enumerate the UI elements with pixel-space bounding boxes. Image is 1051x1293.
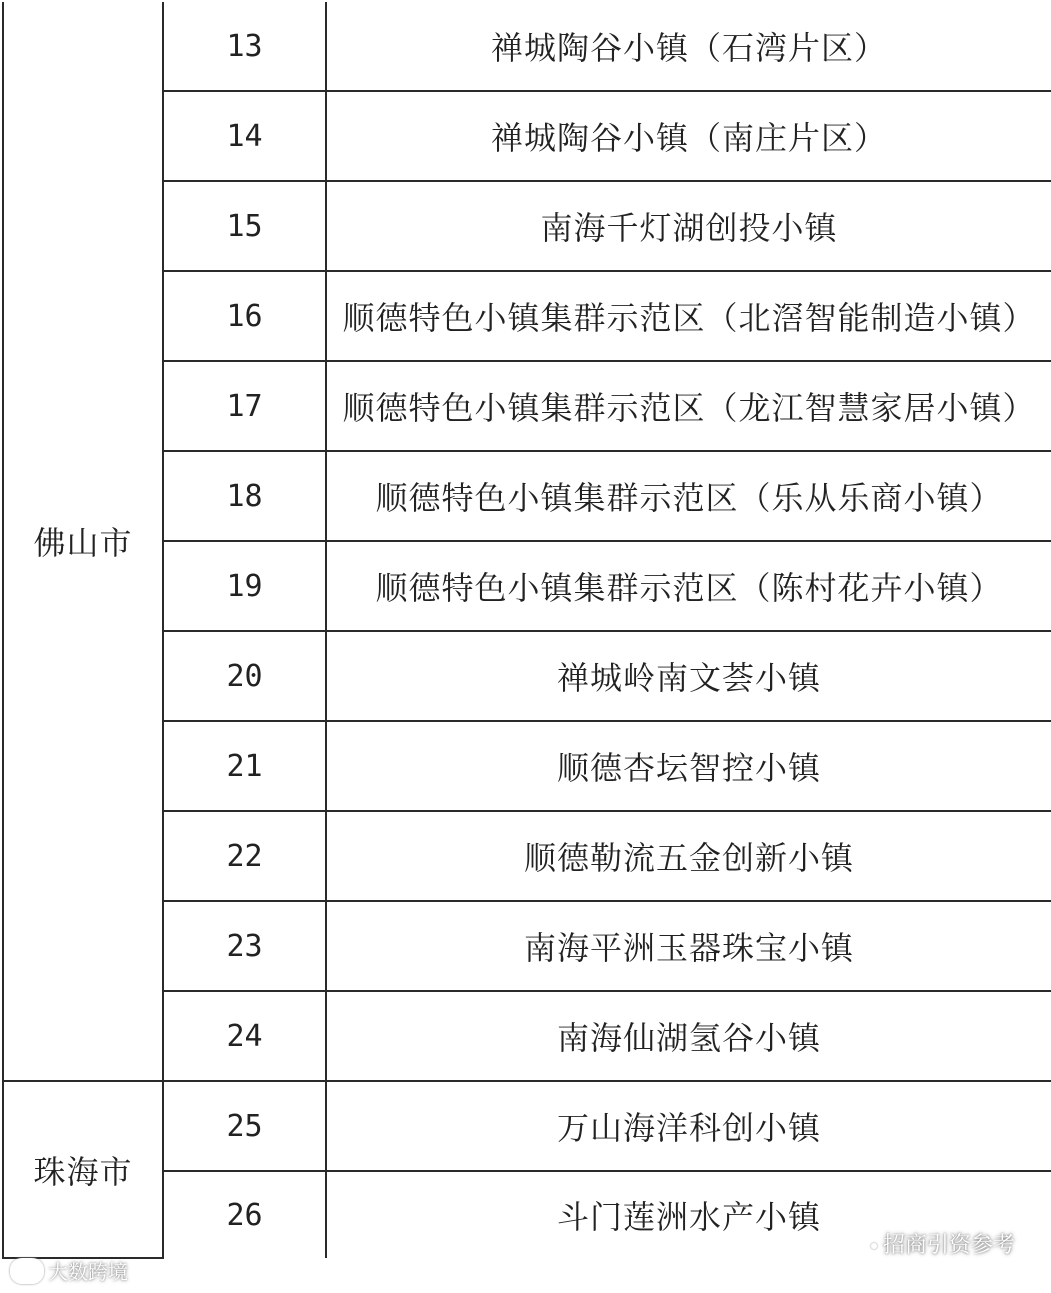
table-row: [3, 1081, 1051, 1171]
town-name-cell: 顺德特色小镇集群示范区（乐从乐商小镇）: [326, 451, 1051, 541]
row-number-cell: 15: [163, 181, 326, 271]
row-number-cell: 16: [163, 271, 326, 361]
row-number-cell: 17: [163, 361, 326, 451]
row-number-cell: 20: [163, 631, 326, 721]
watermark-right: [871, 1228, 1015, 1259]
row-number-cell: 13: [163, 2, 326, 91]
watermark-logo-icon: [10, 1258, 44, 1284]
town-name-cell: 顺德特色小镇集群示范区（北滘智能制造小镇）: [326, 271, 1051, 361]
watermark-left: [10, 1256, 128, 1285]
row-number-cell: 26: [163, 1171, 326, 1258]
row-number-cell: 21: [163, 721, 326, 811]
town-name-cell: 禅城陶谷小镇（南庄片区）: [326, 91, 1051, 181]
town-name-cell: 顺德杏坛智控小镇: [326, 721, 1051, 811]
town-name-cell: 顺德特色小镇集群示范区（龙江智慧家居小镇）: [326, 361, 1051, 451]
town-name-cell: 禅城陶谷小镇（石湾片区）: [326, 2, 1051, 91]
town-name-cell: 南海千灯湖创投小镇: [326, 181, 1051, 271]
city-cell: 佛山市: [3, 2, 163, 1081]
row-number-cell: 18: [163, 451, 326, 541]
towns-table: [2, 2, 1051, 1259]
town-name-cell: 顺德勒流五金创新小镇: [326, 811, 1051, 901]
town-name-cell: 南海平洲玉器珠宝小镇: [326, 901, 1051, 991]
watermark-dot-icon: [871, 1243, 877, 1249]
city-cell: 珠海市: [3, 1081, 163, 1258]
row-number-cell: 22: [163, 811, 326, 901]
watermark-left-text: 大数跨境: [48, 1260, 128, 1284]
town-name-cell: 斗门莲洲水产小镇: [326, 1171, 1051, 1258]
table-row: [3, 2, 1051, 91]
towns-table-body: [3, 2, 1051, 1258]
town-name-cell: 顺德特色小镇集群示范区（陈村花卉小镇）: [326, 541, 1051, 631]
town-name-cell: 南海仙湖氢谷小镇: [326, 991, 1051, 1081]
town-name-cell: 禅城岭南文荟小镇: [326, 631, 1051, 721]
row-number-cell: 24: [163, 991, 326, 1081]
town-name-cell: 万山海洋科创小镇: [326, 1081, 1051, 1171]
watermark-right-text: 招商引资参考: [882, 1233, 1015, 1258]
row-number-cell: 23: [163, 901, 326, 991]
row-number-cell: 14: [163, 91, 326, 181]
row-number-cell: 19: [163, 541, 326, 631]
row-number-cell: 25: [163, 1081, 326, 1171]
